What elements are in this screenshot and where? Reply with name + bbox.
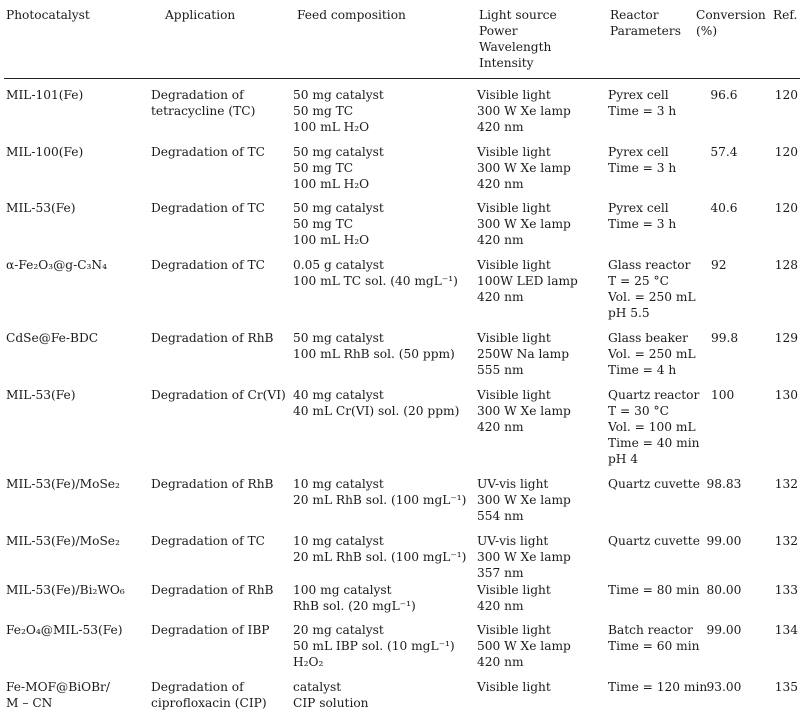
header-feed-composition: Feed composition bbox=[297, 8, 406, 22]
cell-light-source: UV-vis light 300 W Xe lamp 357 nm bbox=[477, 534, 571, 580]
cell-reactor: Pyrex cell Time = 3 h bbox=[608, 88, 677, 118]
cell-conversion: 99.8 bbox=[711, 331, 739, 345]
cell-reactor: Quartz cuvette bbox=[608, 534, 700, 548]
cell-conversion: 96.6 bbox=[710, 88, 738, 102]
cell-application: Degradation of IBP bbox=[151, 623, 270, 637]
cell-light-source: Visible light bbox=[477, 680, 551, 694]
cell-photocatalyst: MIL-101(Fe) bbox=[6, 88, 84, 102]
cell-reactor: Glass beaker Vol. = 250 mL Time = 4 h bbox=[608, 331, 696, 377]
cell-feed: 0.05 g catalyst 100 mL TC sol. (40 mgL⁻¹) bbox=[293, 258, 458, 288]
cell-application: Degradation of ciprofloxacin (CIP) bbox=[151, 680, 267, 710]
cell-photocatalyst: Fe-MOF@BiOBr/ M – CN bbox=[6, 680, 110, 710]
header-ref: Ref. bbox=[773, 8, 798, 22]
header-conversion: Conversion (%) bbox=[696, 8, 766, 38]
cell-ref: 130 bbox=[774, 388, 798, 402]
cell-ref: 132 bbox=[774, 477, 798, 491]
cell-application: Degradation of TC bbox=[151, 258, 265, 272]
cell-conversion: 40.6 bbox=[710, 201, 738, 215]
cell-photocatalyst: Fe₂O₄@MIL-53(Fe) bbox=[6, 623, 123, 637]
cell-feed: 10 mg catalyst 20 mL RhB sol. (100 mgL⁻¹) bbox=[293, 477, 467, 507]
cell-light-source: Visible light 250W Na lamp 555 nm bbox=[477, 331, 569, 377]
cell-photocatalyst: MIL-53(Fe) bbox=[6, 201, 76, 215]
cell-ref: 128 bbox=[774, 258, 798, 272]
cell-application: Degradation of tetracycline (TC) bbox=[151, 88, 256, 118]
cell-application: Degradation of RhB bbox=[151, 583, 274, 597]
cell-ref: 120 bbox=[774, 145, 798, 159]
cell-conversion: 99.00 bbox=[706, 623, 742, 637]
cell-reactor: Quartz reactor T = 30 °C Vol. = 100 mL Time = 40 min pH 4 bbox=[608, 388, 700, 466]
cell-conversion: 98.83 bbox=[706, 477, 742, 491]
cell-feed: 50 mg catalyst 50 mg TC 100 mL H₂O bbox=[293, 145, 384, 191]
header-photocatalyst: Photocatalyst bbox=[6, 8, 90, 22]
cell-conversion: 93.00 bbox=[706, 680, 742, 694]
cell-reactor: Batch reactor Time = 60 min bbox=[608, 623, 700, 653]
cell-photocatalyst: α-Fe₂O₃@g-C₃N₄ bbox=[6, 258, 107, 272]
cell-light-source: Visible light 300 W Xe lamp 420 nm bbox=[477, 201, 571, 247]
cell-light-source: Visible light 100W LED lamp 420 nm bbox=[477, 258, 578, 304]
cell-photocatalyst: MIL-100(Fe) bbox=[6, 145, 84, 159]
cell-photocatalyst: MIL-53(Fe)/MoSe₂ bbox=[6, 534, 120, 548]
cell-application: Degradation of TC bbox=[151, 145, 265, 159]
cell-application: Degradation of RhB bbox=[151, 477, 274, 491]
cell-photocatalyst: MIL-53(Fe)/Bi₂WO₆ bbox=[6, 583, 125, 597]
cell-application: Degradation of TC bbox=[151, 201, 265, 215]
cell-reactor: Time = 80 min bbox=[608, 583, 700, 597]
cell-light-source: Visible light 500 W Xe lamp 420 nm bbox=[477, 623, 571, 669]
header-rule bbox=[4, 78, 800, 79]
cell-reactor: Pyrex cell Time = 3 h bbox=[608, 201, 677, 231]
header-light-source: Light source Power Wavelength Intensity bbox=[479, 8, 557, 70]
cell-reactor: Pyrex cell Time = 3 h bbox=[608, 145, 677, 175]
cell-ref: 120 bbox=[774, 88, 798, 102]
cell-reactor: Glass reactor T = 25 °C Vol. = 250 mL pH 5.5 bbox=[608, 258, 696, 320]
cell-ref: 133 bbox=[774, 583, 798, 597]
header-reactor-parameters: Reactor Parameters bbox=[610, 8, 681, 38]
cell-light-source: Visible light 420 nm bbox=[477, 583, 551, 613]
cell-application: Degradation of TC bbox=[151, 534, 265, 548]
cell-conversion: 57.4 bbox=[710, 145, 738, 159]
cell-feed: 50 mg catalyst 50 mg TC 100 mL H₂O bbox=[293, 88, 384, 134]
cell-ref: 132 bbox=[774, 534, 798, 548]
cell-light-source: Visible light 300 W Xe lamp 420 nm bbox=[477, 145, 571, 191]
cell-photocatalyst: CdSe@Fe-BDC bbox=[6, 331, 99, 345]
cell-application: Degradation of RhB bbox=[151, 331, 274, 345]
cell-photocatalyst: MIL-53(Fe) bbox=[6, 388, 76, 402]
cell-ref: 134 bbox=[774, 623, 798, 637]
cell-feed: catalyst CIP solution bbox=[293, 680, 369, 710]
cell-light-source: Visible light 300 W Xe lamp 420 nm bbox=[477, 388, 571, 434]
cell-conversion: 80.00 bbox=[706, 583, 742, 597]
cell-photocatalyst: MIL-53(Fe)/MoSe₂ bbox=[6, 477, 120, 491]
cell-conversion: 99.00 bbox=[706, 534, 742, 548]
cell-application: Degradation of Cr(VI) bbox=[151, 388, 286, 402]
cell-feed: 50 mg catalyst 50 mg TC 100 mL H₂O bbox=[293, 201, 384, 247]
cell-conversion: 92 bbox=[711, 258, 727, 272]
cell-feed: 100 mg catalyst RhB sol. (20 mgL⁻¹) bbox=[293, 583, 416, 613]
cell-light-source: Visible light 300 W Xe lamp 420 nm bbox=[477, 88, 571, 134]
cell-ref: 135 bbox=[774, 680, 798, 694]
cell-feed: 20 mg catalyst 50 mL IBP sol. (10 mgL⁻¹) H₂O₂ bbox=[293, 623, 455, 669]
cell-feed: 50 mg catalyst 100 mL RhB sol. (50 ppm) bbox=[293, 331, 455, 361]
cell-reactor: Quartz cuvette bbox=[608, 477, 700, 491]
cell-feed: 40 mg catalyst 40 mL Cr(VI) sol. (20 ppm) bbox=[293, 388, 460, 418]
cell-reactor: Time = 120 min bbox=[608, 680, 708, 694]
cell-ref: 129 bbox=[774, 331, 798, 345]
cell-conversion: 100 bbox=[711, 388, 735, 402]
cell-feed: 10 mg catalyst 20 mL RhB sol. (100 mgL⁻¹) bbox=[293, 534, 467, 564]
header-application: Application bbox=[165, 8, 236, 22]
cell-light-source: UV-vis light 300 W Xe lamp 554 nm bbox=[477, 477, 571, 523]
cell-ref: 120 bbox=[774, 201, 798, 215]
